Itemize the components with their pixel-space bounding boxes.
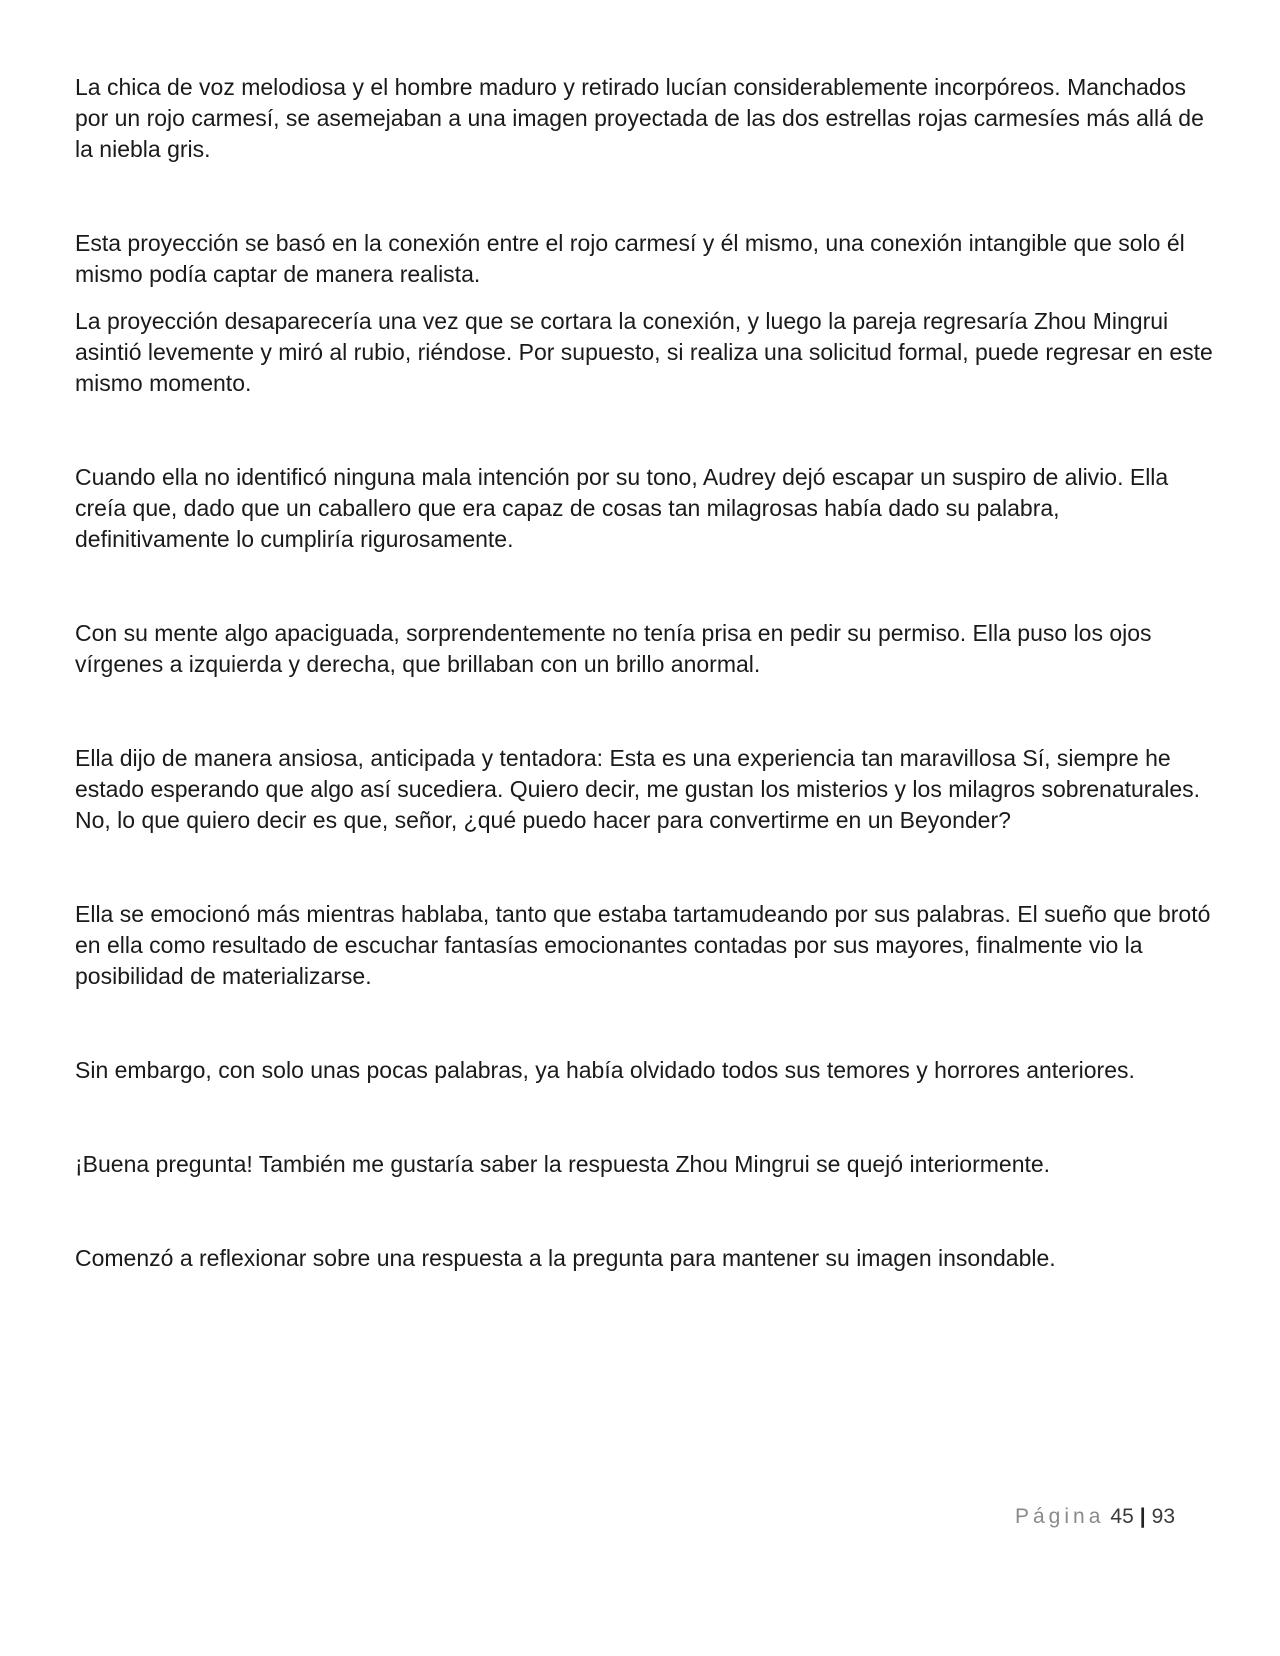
page-footer bbox=[1015, 1505, 1175, 1529]
paragraph-3: La proyección desaparecería una vez que se cortara la conexión, y luego la pareja regresaría Zhou Mingrui asintió levemente y miró al rubio, riéndose. Por supuesto, si realiza una solicitud formal, puede regresar en este mismo momento. bbox=[75, 308, 1213, 396]
document-body bbox=[75, 72, 1215, 1274]
paragraph-1: La chica de voz melodiosa y el hombre maduro y retirado lucían considerablemente incorpóreos. Manchados por un rojo carmesí, se asemejaban a una imagen proyectada de las dos estrellas rojas carmesíes más allá de la niebla gris. bbox=[75, 74, 1204, 162]
page-total: 93 bbox=[1151, 1505, 1175, 1528]
paragraph-4: Cuando ella no identificó ninguna mala intención por su tono, Audrey dejó escapar un suspiro de alivio. Ella creía que, dado que un caballero que era capaz de cosas tan milagrosas había dado su palabra, definitivamente lo cumpliría rigurosamente. bbox=[75, 464, 1169, 552]
paragraph-5: Con su mente algo apaciguada, sorprendentemente no tenía prisa en pedir su permiso. Ella puso los ojos vírgenes a izquierda y derecha, que brillaban con un brillo anormal. bbox=[75, 620, 1152, 677]
paragraph-7: Ella se emocionó más mientras hablaba, tanto que estaba tartamudeando por sus palabras. El sueño que brotó en ella como resultado de escuchar fantasías emocionantes contadas por sus mayores, finalmente vio la posibilidad de materializarse. bbox=[75, 901, 1211, 989]
paragraph-8: Sin embargo, con solo unas pocas palabras, ya había olvidado todos sus temores y horrores anteriores. bbox=[75, 1057, 1135, 1083]
page-number: 45 bbox=[1110, 1505, 1134, 1528]
paragraph-10: Comenzó a reflexionar sobre una respuesta a la pregunta para mantener su imagen insondable. bbox=[75, 1245, 1056, 1271]
paragraph-2: Esta proyección se basó en la conexión entre el rojo carmesí y él mismo, una conexión intangible que solo él mismo podía captar de manera realista. bbox=[75, 230, 1185, 287]
paragraph-6: Ella dijo de manera ansiosa, anticipada y tentadora: Esta es una experiencia tan maravillosa Sí, siempre he estado esperando que algo así sucediera. Quiero decir, me gustan los misterios y los milagros sobrenaturales. No, lo que quiero decir es que, señor, ¿qué puedo hacer para convertirme en un Beyonder? bbox=[75, 745, 1201, 833]
page-separator: | bbox=[1139, 1505, 1146, 1528]
paragraph-9: ¡Buena pregunta! También me gustaría saber la respuesta Zhou Mingrui se quejó interiormente. bbox=[75, 1151, 1051, 1177]
page-label: Página bbox=[1015, 1505, 1105, 1528]
